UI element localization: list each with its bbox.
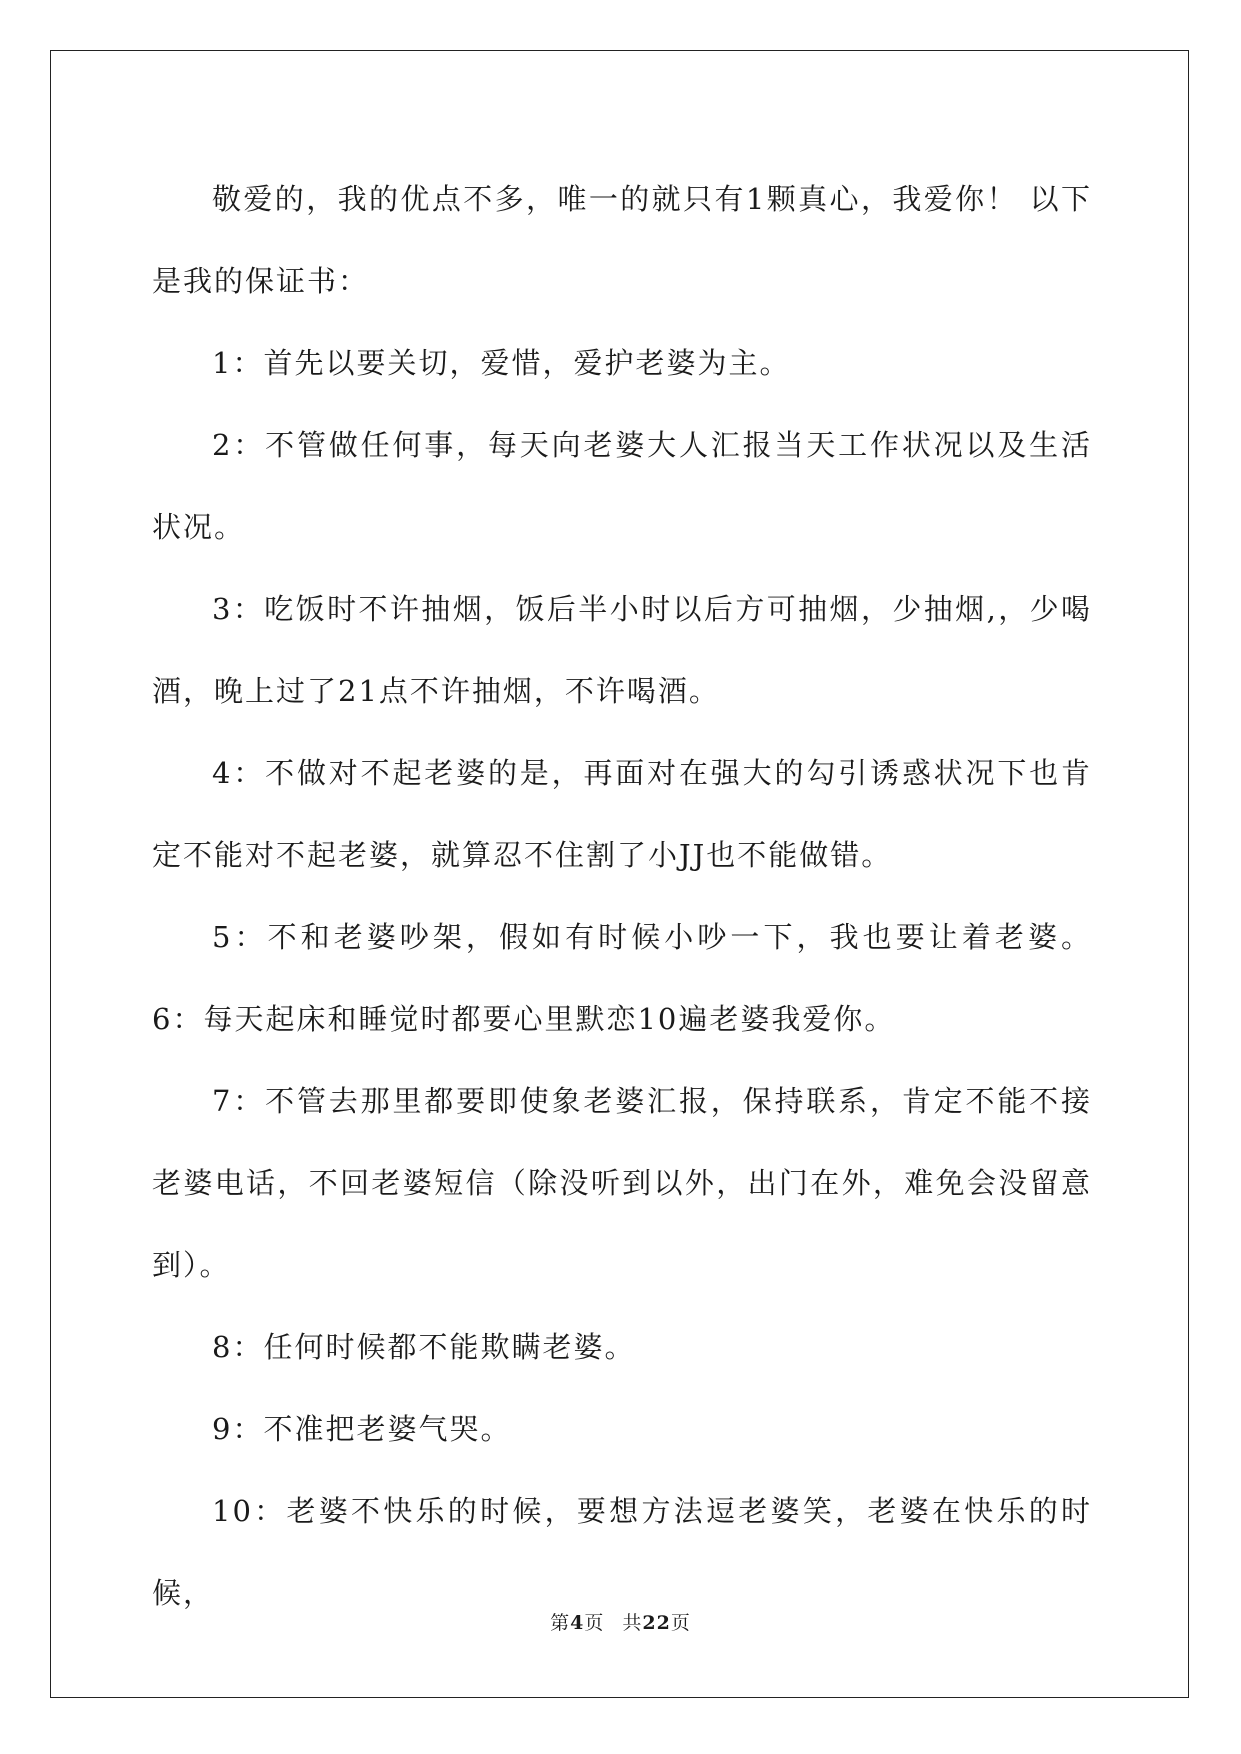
page-number: 4 xyxy=(570,1612,585,1634)
document-body xyxy=(152,158,1092,1634)
paragraph-intro: 敬爱的，我的优点不多，唯一的就只有1颗真心，我爱你！ 以下是我的保证书： xyxy=(152,182,1092,298)
paragraph-item-5-6: 5：不和老婆吵架，假如有时候小吵一下，我也要让着老婆。 6：每天起床和睡觉时都要心里默恋10遍老婆我爱你。 xyxy=(152,920,1092,1036)
paragraph-item-4: 4：不做对不起老婆的是，再面对在强大的勾引诱惑状况下也肯定不能对不起老婆，就算忍不住割了小JJ也不能做错。 xyxy=(152,756,1092,872)
page-suffix: 页 xyxy=(584,1612,605,1634)
total-prefix: 共 xyxy=(622,1612,643,1634)
paragraph-item-2: 2：不管做任何事，每天向老婆大人汇报当天工作状况以及生活状况。 xyxy=(152,428,1092,544)
total-pages: 22 xyxy=(642,1612,671,1634)
paragraph-item-3: 3：吃饭时不许抽烟，饭后半小时以后方可抽烟，少抽烟,，少喝酒，晚上过了21点不许抽烟，不许喝酒。 xyxy=(152,592,1092,708)
page-prefix: 第 xyxy=(550,1612,571,1634)
paragraph-item-10: 10：老婆不快乐的时候，要想方法逗老婆笑，老婆在快乐的时候， xyxy=(152,1494,1092,1610)
paragraph-item-7: 7：不管去那里都要即使象老婆汇报，保持联系，肯定不能不接老婆电话，不回老婆短信（除没听到以外，出门在外，难免会没留意到）。 xyxy=(152,1084,1092,1282)
page-footer xyxy=(0,1608,1241,1635)
paragraph-item-9: 9：不准把老婆气哭。 xyxy=(212,1412,512,1446)
total-suffix: 页 xyxy=(670,1612,691,1634)
paragraph-item-1: 1：首先以要关切，爱惜，爱护老婆为主。 xyxy=(212,346,791,380)
paragraph-item-8: 8：任何时候都不能欺瞒老婆。 xyxy=(212,1330,636,1364)
